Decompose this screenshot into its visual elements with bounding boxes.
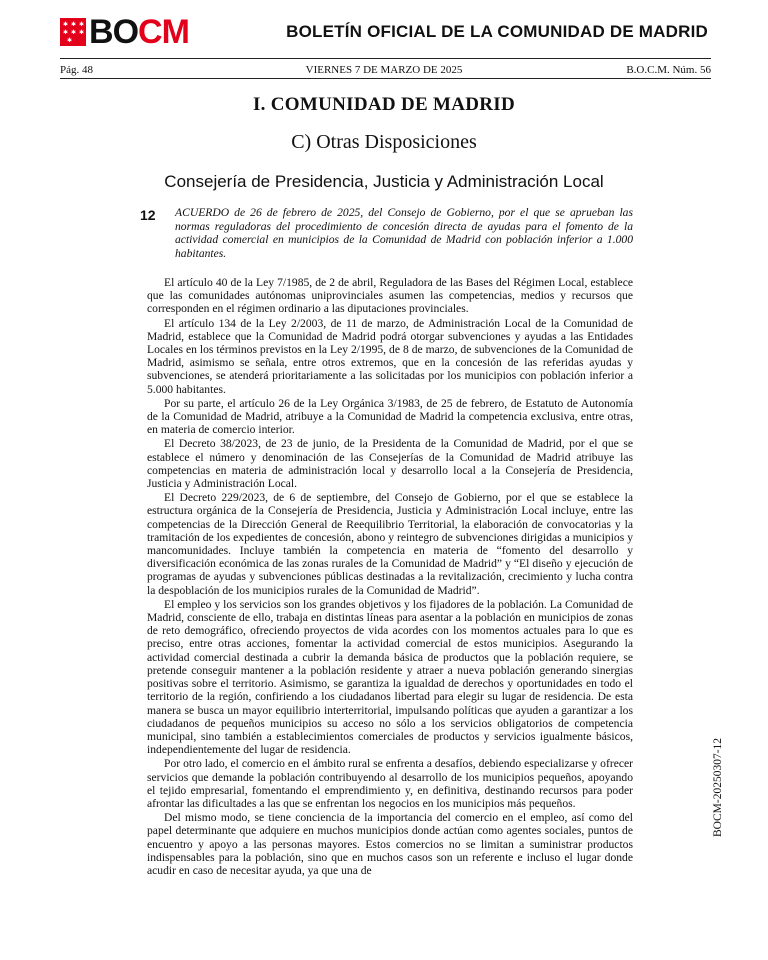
paragraph: Por su parte, el artículo 26 de la Ley Orgánica 3/1983, de 25 de febrero, de Estatuto de Autonomía de la Comunidad de Madrid, atribuye a la Comunidad de Madrid la competencia exclusiva, entre otras, en materia de comercio interior. [147, 396, 633, 437]
paragraph: Del mismo modo, se tiene conciencia de la importancia del comercio en el empleo, así como del papel determinante que adquiere en muchos municipios donde actúan como agentes sociales, puntos de encuentro y apoyo a las personas mayores. Estos comercios no se limitan a suministrar productos indispensables para la población, sino que en muchos casos son un referente e incluso el lugar donde acudir en caso de necesitar ayuda, ya que una de [147, 811, 633, 877]
paragraph: El artículo 40 de la Ley 7/1985, de 2 de abril, Reguladora de las Bases del Régimen Local, establece que las comunidades autónomas uniprovinciales asumen las competencias, medios y recursos que corresponden en el régimen ordinario a las diputaciones provinciales. [147, 276, 633, 316]
subsection-title: C) Otras Disposiciones [291, 131, 477, 153]
page-number: Pág. 48 [60, 64, 93, 76]
paragraph: Por otro lado, el comercio en el ámbito rural se enfrenta a desafíos, debiendo especializarse y ofrecer servicios que demande la población contribuyendo al desarrollo de los municipios pequeños, apoyando el tejido empresarial, fomentando el emprendimiento y, en definitiva, destinando recursos para poder afrontar las dificultades a las que se enfrentan los negocios en los municipios más pequeños. [147, 757, 633, 810]
department-title: Consejería de Presidencia, Justicia y Administración Local [164, 172, 604, 191]
header-rule-bottom [60, 78, 711, 79]
paragraph: El Decreto 38/2023, de 23 de junio, de la Presidenta de la Comunidad de Madrid, por el que se establece el número y denominación de las Consejerías de la Comunidad de Madrid atribuye las competencias en materia de administración local y desarrollo local a la Consejería de Presidencia, Justicia y Administración Local. [147, 437, 633, 491]
document-header [0, 0, 768, 62]
document-body [147, 276, 633, 878]
section-title: I. COMUNIDAD DE MADRID [252, 94, 516, 115]
publication-date: VIERNES 7 DE MARZO DE 2025 [305, 64, 463, 76]
paragraph: El artículo 134 de la Ley 2/2003, de 11 de marzo, de Administración Local de la Comunidad de Madrid, establece que la Comunidad de Madrid podrá otorgar subvenciones y ayudas a las Entidades Locales en los términos previstos en la Ley 2/1995, de 8 de marzo, de subvenciones de la Comunidad de Madrid, asimismo se señala, entre otros extremos, que en la concesión de las referidas ayudas y subvenciones, se atenderá prioritariamente a las solicitadas por los municipios con población inferior a 5.000 habitantes. [147, 316, 633, 396]
entry-summary: ACUERDO de 26 de febrero de 2025, del Consejo de Gobierno, por el que se aprueban las normas reguladoras del procedimiento de concesión directa de ayudas para el fomento de la actividad comercial en municipios de la Comunidad de Madrid con población inferior a 1.000 habitantes. [175, 206, 633, 260]
document-code: BOCM-20250307-12 [712, 737, 724, 837]
issue-number: B.O.C.M. Núm. 56 [626, 64, 711, 76]
header-rule-top [60, 58, 711, 59]
journal-title: BOLETÍN OFICIAL DE LA COMUNIDAD DE MADRID [286, 22, 708, 41]
bocm-logo [60, 14, 189, 50]
madrid-stars-icon: ✱ ✱ ✱ ✱ ✱ ✱ ✱ [60, 18, 86, 46]
logo-wordmark: BOCM [89, 13, 189, 51]
paragraph: El Decreto 229/2023, de 6 de septiembre, del Consejo de Gobierno, por el que se establece la estructura orgánica de la Consejería de Presidencia, Justicia y Administración Local incluye, entre las competencias de la Dirección General de Reequilibrio Territorial, la elaboración de convocatorias y la tramitación de los expedientes de concesión, abono y reintegro de subvenciones dirigidas a municipios y mancomunidades. Incluye también la competencia en materia de “fomento del desarrollo y diversificación económica de las zonas rurales de la Comunidad de Madrid” y “El diseño y ejecución de programas de ayudas y subvenciones públicas destinadas a la revitalización, crecimiento y lucha contra la despoblación de los municipios rurales de la Comunidad de Madrid”. [147, 491, 633, 597]
paragraph: El empleo y los servicios son los grandes objetivos y los fijadores de la población. La Comunidad de Madrid, consciente de ello, trabaja en distintas líneas para asentar a la población en municipios de zonas de reto demográfico, ofreciendo proyectos de vida acordes con los momentos actuales para lo que es preciso, entre otras acciones, fomentar la actividad comercial de estos municipios. Asegurando la actividad comercial destinada a cubrir la demanda básica de productos que la población requiere, se pretende conseguir mantener a la población residente y atraer a nueva población generando sinergias positivas sobre el territorio. Asimismo, se garantiza la igualdad de derechos y oportunidades en todo el territorio de la región, confiriendo a los ciudadanos libertad para elegir su lugar de residencia. De esta manera se busca un mayor equilibrio interterritorial, impulsando políticas que ayuden a garantizar a los ciudadanos de pequeños municipios su acceso no sólo a los servicios obligatorios de competencia municipal, sino también a establecimientos comerciales de productos y servicios igualmente básicos, independientemente del lugar de residencia. [147, 597, 633, 757]
entry-number: 12 [140, 207, 156, 223]
